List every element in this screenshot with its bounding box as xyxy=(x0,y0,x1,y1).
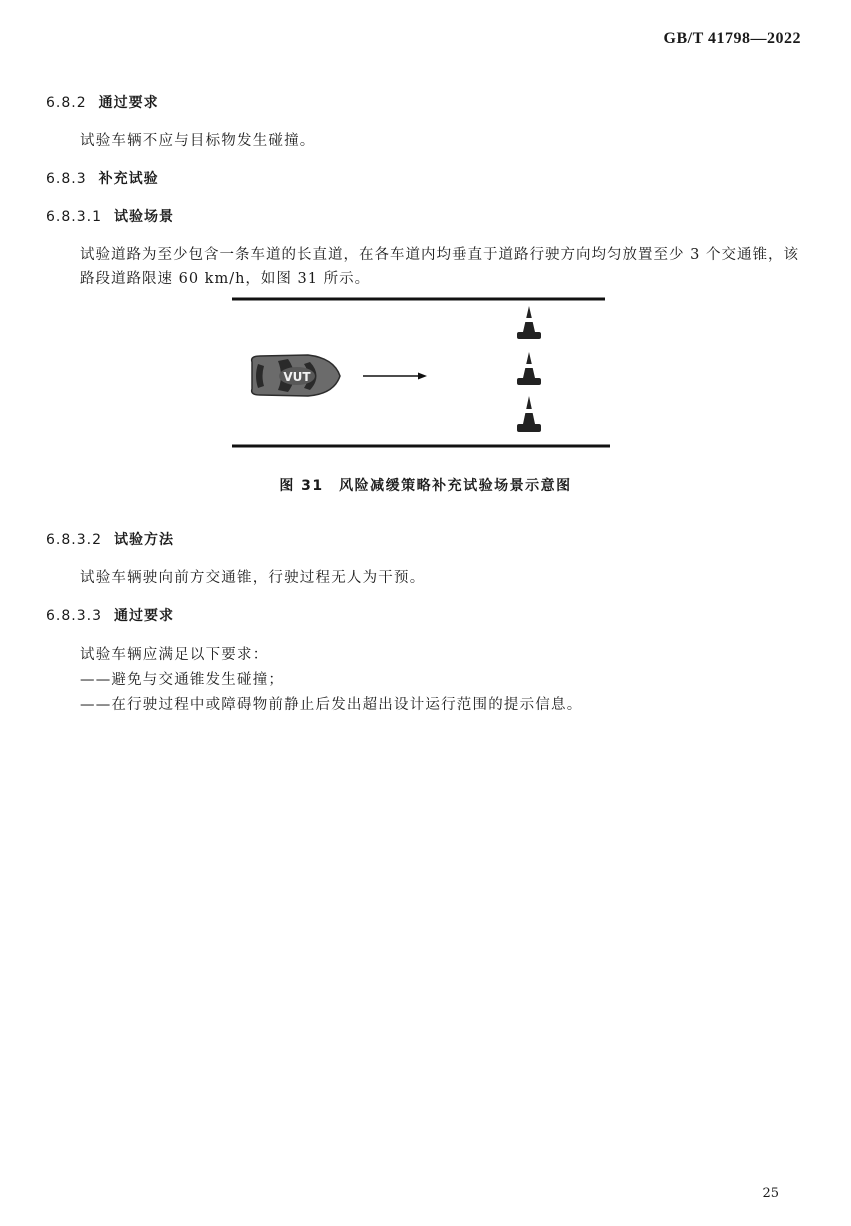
section-number: 6.8.3.2 xyxy=(46,532,102,548)
list-item: ——避免与交通锥发生碰撞； xyxy=(80,672,285,688)
traffic-cone-icon xyxy=(517,352,541,385)
traffic-cone-icon xyxy=(517,396,541,432)
vut-label: VUT xyxy=(283,370,311,384)
traffic-cone-icon xyxy=(517,306,541,339)
section-title: 试验场景 xyxy=(113,209,174,225)
standard-number: GB/T 41798—2022 xyxy=(663,30,801,47)
paragraph: 试验车辆不应与目标物发生碰撞。 xyxy=(80,133,316,149)
section-number: 6.8.3.1 xyxy=(46,209,102,225)
section-heading-6-8-3-3 xyxy=(46,605,174,625)
paragraph: 试验道路为至少包含一条车道的长直道，在各车道内均垂直于道路行驶方向均匀放置至少 3 个交通锥，该路段道路限速 60 km/h，如图 31 所示。 xyxy=(80,247,799,287)
direction-arrow xyxy=(363,373,427,380)
figure-caption: 图 31 风险减缓策略补充试验场景示意图 xyxy=(279,478,572,494)
section-heading-6-8-3-2 xyxy=(46,529,174,549)
page-number: 25 xyxy=(762,1186,779,1201)
section-number: 6.8.3 xyxy=(46,171,87,187)
section-heading-6-8-2 xyxy=(46,92,159,112)
section-heading-6-8-3 xyxy=(46,168,159,188)
paragraph: 试验车辆驶向前方交通锥，行驶过程无人为干预。 xyxy=(80,570,426,586)
scenario-figure xyxy=(230,292,615,457)
paragraph: 试验车辆应满足以下要求： xyxy=(80,647,269,663)
section-heading-6-8-3-1 xyxy=(46,206,174,226)
section-title: 补充试验 xyxy=(98,171,159,187)
vut-car-icon xyxy=(252,355,340,396)
section-title: 通过要求 xyxy=(113,608,174,624)
list-item: ——在行驶过程中或障碍物前静止后发出超出设计运行范围的提示信息。 xyxy=(80,697,583,713)
section-title: 通过要求 xyxy=(98,95,159,111)
section-title: 试验方法 xyxy=(113,532,174,548)
section-number: 6.8.2 xyxy=(46,95,87,111)
section-number: 6.8.3.3 xyxy=(46,608,102,624)
